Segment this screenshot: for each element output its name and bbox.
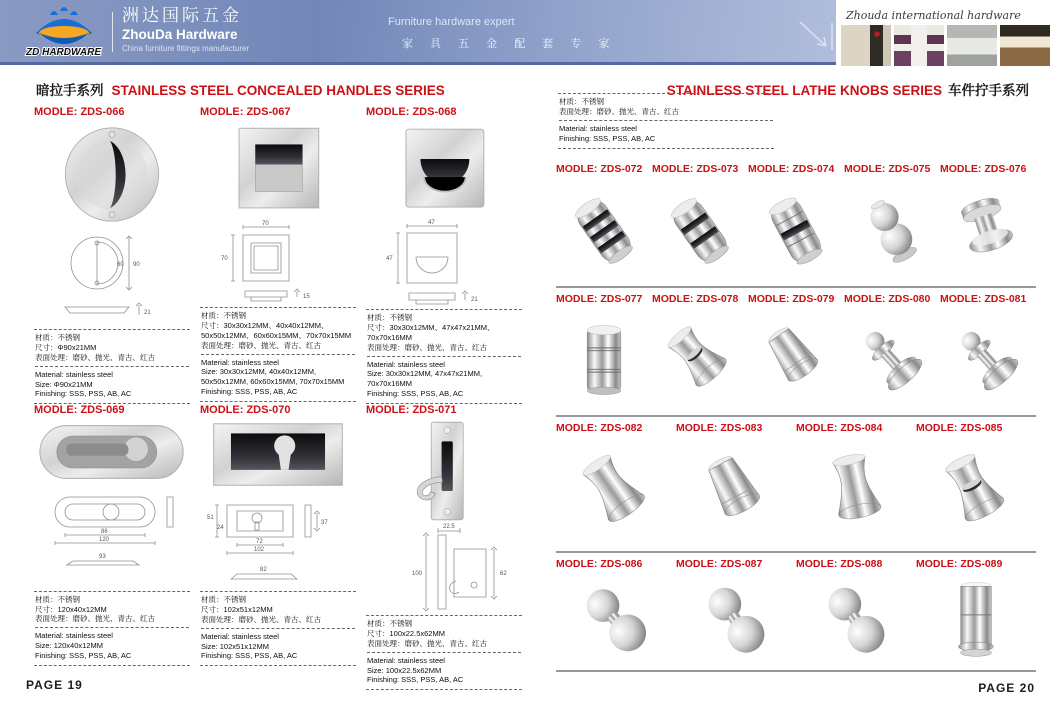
product-cell-zds-082 xyxy=(556,422,676,551)
svg-text:24: 24 xyxy=(217,525,224,531)
spec-line: 表面处理：磨砂、抛光、青古、红古 xyxy=(35,352,155,362)
svg-text:21: 21 xyxy=(471,297,478,303)
svg-text:90: 90 xyxy=(133,262,140,268)
brand-logo-icon xyxy=(16,3,112,59)
kitchen-photo xyxy=(894,25,944,66)
spec-divider xyxy=(201,628,355,629)
product-photo xyxy=(34,419,190,485)
svg-text:37: 37 xyxy=(321,520,328,526)
spec-box xyxy=(34,329,190,404)
expert-block xyxy=(388,16,616,51)
knob-product-image xyxy=(652,175,748,286)
spec-line: 材质：不锈钢 xyxy=(201,311,246,320)
svg-text:102: 102 xyxy=(254,547,265,553)
brand-tagline: China furniture fittings manufacturer xyxy=(122,44,250,54)
spec-box xyxy=(200,591,356,666)
technical-drawing xyxy=(34,229,190,329)
spec-line: 材质：不锈钢 xyxy=(35,594,80,604)
svg-text:51: 51 xyxy=(207,515,214,521)
brand-title-cn: 洲达国际五金 xyxy=(122,6,242,25)
product-cell-zds-086 xyxy=(556,558,676,670)
knob-product-image xyxy=(556,175,652,286)
spec-line: 材质：不锈钢 xyxy=(201,595,246,604)
knob-product-image xyxy=(796,434,916,551)
model-label: MODLE: ZDS-083 xyxy=(676,422,763,434)
spec-line: Size: Φ90x21MM xyxy=(35,379,93,389)
spec-line: Material: stainless steel xyxy=(201,631,279,641)
knob-product-image xyxy=(940,175,1036,286)
model-label: MODLE: ZDS-076 xyxy=(940,163,1027,175)
product-cell-zds-088 xyxy=(796,558,916,670)
spec-line: 表面处理：磨砂、抛光、青古、红古 xyxy=(559,106,679,116)
spec-line: 尺寸：102x51x12MM xyxy=(201,604,273,614)
model-label: MODLE: ZDS-066 xyxy=(34,106,125,118)
product-cell-zds-084 xyxy=(796,422,916,551)
spec-line: 材质：不锈钢 xyxy=(559,97,604,106)
spec-divider xyxy=(367,356,521,357)
technical-drawing xyxy=(366,217,522,309)
model-label: MODLE: ZDS-089 xyxy=(916,558,1003,570)
product-cell-zds-068 xyxy=(366,106,522,398)
model-label: MODLE: ZDS-081 xyxy=(940,293,1027,305)
svg-text:100: 100 xyxy=(412,571,423,577)
spec-line: Finishing: SSS, PSS, AB, AC xyxy=(35,651,132,661)
knob-product-image xyxy=(676,434,796,551)
spec-divider xyxy=(35,627,189,628)
spec-line: Size: 100x22.5x62MM xyxy=(367,665,442,675)
svg-text:93: 93 xyxy=(99,554,106,560)
spec-line: 尺寸：30x30x12MM、40x40x12MM、50x50x12MM、60x60x15MM、70x70x15MM xyxy=(201,320,352,340)
spec-divider xyxy=(35,366,189,367)
product-cell-zds-069 xyxy=(34,404,190,666)
product-cell-zds-083 xyxy=(676,422,796,551)
left-series-title xyxy=(36,79,445,99)
model-label: MODLE: ZDS-069 xyxy=(34,404,125,416)
spec-line: Finishing: SSS, PSS, AB, AC xyxy=(201,387,298,397)
spec-line: 表面处理：磨砂、抛光、青古、红古 xyxy=(367,342,487,352)
model-label: MODLE: ZDS-086 xyxy=(556,558,643,570)
knob-product-image xyxy=(940,305,1036,415)
model-label: MODLE: ZDS-072 xyxy=(556,163,643,175)
spec-line: Finishing: SSS, PSS, AB, AC xyxy=(35,389,132,399)
knob-product-image xyxy=(916,434,1036,551)
header-right xyxy=(836,0,1059,72)
spec-line: 尺寸：Φ90x21MM xyxy=(35,342,97,352)
spec-box xyxy=(34,591,190,666)
spec-line: 尺寸：30x30x12MM、47x47x21MM、70x70x16MM xyxy=(367,322,495,342)
svg-text:60: 60 xyxy=(117,262,124,268)
product-cell-zds-072 xyxy=(556,163,652,286)
spec-line: Material: stainless steel xyxy=(367,359,445,369)
svg-text:21: 21 xyxy=(144,310,151,316)
knob-row xyxy=(556,417,1036,553)
technical-drawing xyxy=(34,485,190,591)
model-label: MODLE: ZDS-085 xyxy=(916,422,1003,434)
spec-box xyxy=(200,307,356,402)
svg-text:120: 120 xyxy=(99,537,110,543)
model-label: MODLE: ZDS-084 xyxy=(796,422,883,434)
spec-line: Finishing: SSS, PSS, AB, AC xyxy=(367,675,464,685)
spec-divider xyxy=(367,652,521,653)
spec-line: 材质：不锈钢 xyxy=(35,333,80,342)
right-series-title-cn: 车件拧手系列 xyxy=(948,83,1029,98)
svg-text:15: 15 xyxy=(303,294,310,300)
model-label: MODLE: ZDS-080 xyxy=(844,293,931,305)
kitchen-photo xyxy=(841,25,891,66)
model-label: MODLE: ZDS-079 xyxy=(748,293,835,305)
spec-line: 材质：不锈钢 xyxy=(367,619,412,628)
product-cell-zds-079 xyxy=(748,293,844,415)
lathe-knobs-grid xyxy=(556,158,1036,672)
knob-product-image xyxy=(748,305,844,415)
svg-text:47: 47 xyxy=(428,220,435,226)
right-series-title-en: STAINLESS STEEL LATHE KNOBS SERIES xyxy=(666,83,942,98)
technical-drawing xyxy=(200,217,356,307)
knob-product-image xyxy=(556,305,652,415)
knob-row xyxy=(556,288,1036,417)
model-label: MODLE: ZDS-077 xyxy=(556,293,643,305)
product-cell-zds-078 xyxy=(652,293,748,415)
kitchen-photo xyxy=(1000,25,1050,66)
model-label: MODLE: ZDS-073 xyxy=(652,163,739,175)
spec-line: 表面处理：磨砂、抛光、青古、红古 xyxy=(35,614,155,624)
knob-row xyxy=(556,158,1036,288)
spec-line: Material: stainless steel xyxy=(35,631,113,641)
left-series-title-cn: 暗拉手系列 xyxy=(36,83,104,98)
technical-drawing xyxy=(200,491,356,591)
knob-product-image xyxy=(652,305,748,415)
knob-product-image xyxy=(796,570,916,670)
spec-line: Size: 120x40x12MM xyxy=(35,641,103,651)
product-cell-zds-070 xyxy=(200,404,356,666)
model-label: MODLE: ZDS-082 xyxy=(556,422,643,434)
header-band xyxy=(0,0,836,65)
spec-line: Size: 102x51x12MM xyxy=(201,641,269,651)
brand-logo-text: ZD HARDWARE xyxy=(26,47,101,58)
model-label: MODLE: ZDS-068 xyxy=(366,106,457,118)
svg-text:86: 86 xyxy=(101,529,108,535)
spec-line: Size: 30x30x12MM, 47x47x21MM, 70x70x16MM xyxy=(367,369,483,389)
script-slogan: Zhouda international hardware xyxy=(846,9,1021,22)
spec-line: Material: stainless steel xyxy=(35,369,113,379)
header-divider xyxy=(112,12,113,52)
product-cell-zds-073 xyxy=(652,163,748,286)
svg-text:47: 47 xyxy=(386,256,393,262)
spec-line: Finishing: SSS, PSS, AB, AC xyxy=(201,651,298,661)
product-photo xyxy=(366,121,522,217)
spec-divider xyxy=(201,354,355,355)
product-cell-zds-089 xyxy=(916,558,1036,670)
model-label: MODLE: ZDS-075 xyxy=(844,163,931,175)
product-photo xyxy=(200,419,356,491)
product-cell-zds-074 xyxy=(748,163,844,286)
left-series-title-en: STAINLESS STEEL CONCEALED HANDLES SERIES xyxy=(111,83,445,98)
knob-product-image xyxy=(844,305,940,415)
spec-line: 材质：不锈钢 xyxy=(367,313,412,322)
spec-divider xyxy=(559,120,773,121)
knobs-spec-box xyxy=(558,93,774,149)
spec-line: Material: stainless steel xyxy=(367,655,445,665)
model-label: MODLE: ZDS-067 xyxy=(200,106,291,118)
svg-text:82: 82 xyxy=(260,567,267,573)
spec-line: 表面处理：磨砂、抛光、青古、红古 xyxy=(201,614,321,624)
concealed-handles-grid xyxy=(34,106,526,685)
spec-line: Finishing: SSS, PSS, AB, AC xyxy=(367,389,464,399)
model-label: MODLE: ZDS-071 xyxy=(366,404,457,416)
product-photo xyxy=(366,419,522,523)
kitchen-photo-strip xyxy=(836,25,1059,66)
technical-drawing xyxy=(366,523,522,615)
expert-text-cn: 家 具 五 金 配 套 专 家 xyxy=(402,38,617,50)
svg-text:70: 70 xyxy=(221,256,228,262)
diagonal-arrow-icon xyxy=(796,20,838,54)
product-cell-zds-087 xyxy=(676,558,796,670)
spec-line: 表面处理：磨砂、抛光、青古、红古 xyxy=(367,638,487,648)
product-photo xyxy=(34,121,190,229)
spec-line: Material: stainless steel xyxy=(201,357,279,367)
product-cell-zds-071 xyxy=(366,404,522,685)
knob-product-image xyxy=(916,570,1036,670)
product-cell-zds-081 xyxy=(940,293,1036,415)
spec-line: 尺寸：120x40x12MM xyxy=(35,604,107,614)
spec-line: Finishing: SSS, PSS, AB, AC xyxy=(559,133,656,143)
product-cell-zds-077 xyxy=(556,293,652,415)
model-label: MODLE: ZDS-087 xyxy=(676,558,763,570)
product-cell-zds-075 xyxy=(844,163,940,286)
page-number-right: PAGE 20 xyxy=(978,681,1035,695)
spec-line: Material: stainless steel xyxy=(559,123,637,133)
product-cell-zds-076 xyxy=(940,163,1036,286)
svg-text:62: 62 xyxy=(500,571,507,577)
product-photo xyxy=(200,121,356,217)
spec-box xyxy=(366,615,522,690)
product-cell-zds-066 xyxy=(34,106,190,398)
model-label: MODLE: ZDS-088 xyxy=(796,558,883,570)
product-cell-zds-085 xyxy=(916,422,1036,551)
model-label: MODLE: ZDS-074 xyxy=(748,163,835,175)
product-cell-zds-067 xyxy=(200,106,356,398)
knob-row xyxy=(556,553,1036,672)
kitchen-photo xyxy=(947,25,997,66)
product-cell-zds-080 xyxy=(844,293,940,415)
svg-text:70: 70 xyxy=(262,221,269,227)
knob-product-image xyxy=(844,175,940,286)
brand-block xyxy=(122,6,249,53)
knob-product-image xyxy=(556,570,676,670)
page-number-left: PAGE 19 xyxy=(26,678,83,692)
spec-line: Size: 30x30x12MM, 40x40x12MM, 50x50x12MM, 60x60x15MM, 70x70x15MM xyxy=(201,367,345,387)
brand-title-en: ZhouDa Hardware xyxy=(122,26,238,42)
spec-line: 尺寸：100x22.5x62MM xyxy=(367,628,445,638)
knob-product-image xyxy=(748,175,844,286)
knob-product-image xyxy=(556,434,676,551)
spec-box xyxy=(366,309,522,404)
svg-text:22.5: 22.5 xyxy=(443,524,455,530)
svg-text:72: 72 xyxy=(256,539,263,545)
model-label: MODLE: ZDS-070 xyxy=(200,404,291,416)
expert-text-en: Furniture hardware expert xyxy=(388,16,515,28)
knob-product-image xyxy=(676,570,796,670)
spec-line: 表面处理：磨砂、抛光、青古、红古 xyxy=(201,340,321,350)
model-label: MODLE: ZDS-078 xyxy=(652,293,739,305)
